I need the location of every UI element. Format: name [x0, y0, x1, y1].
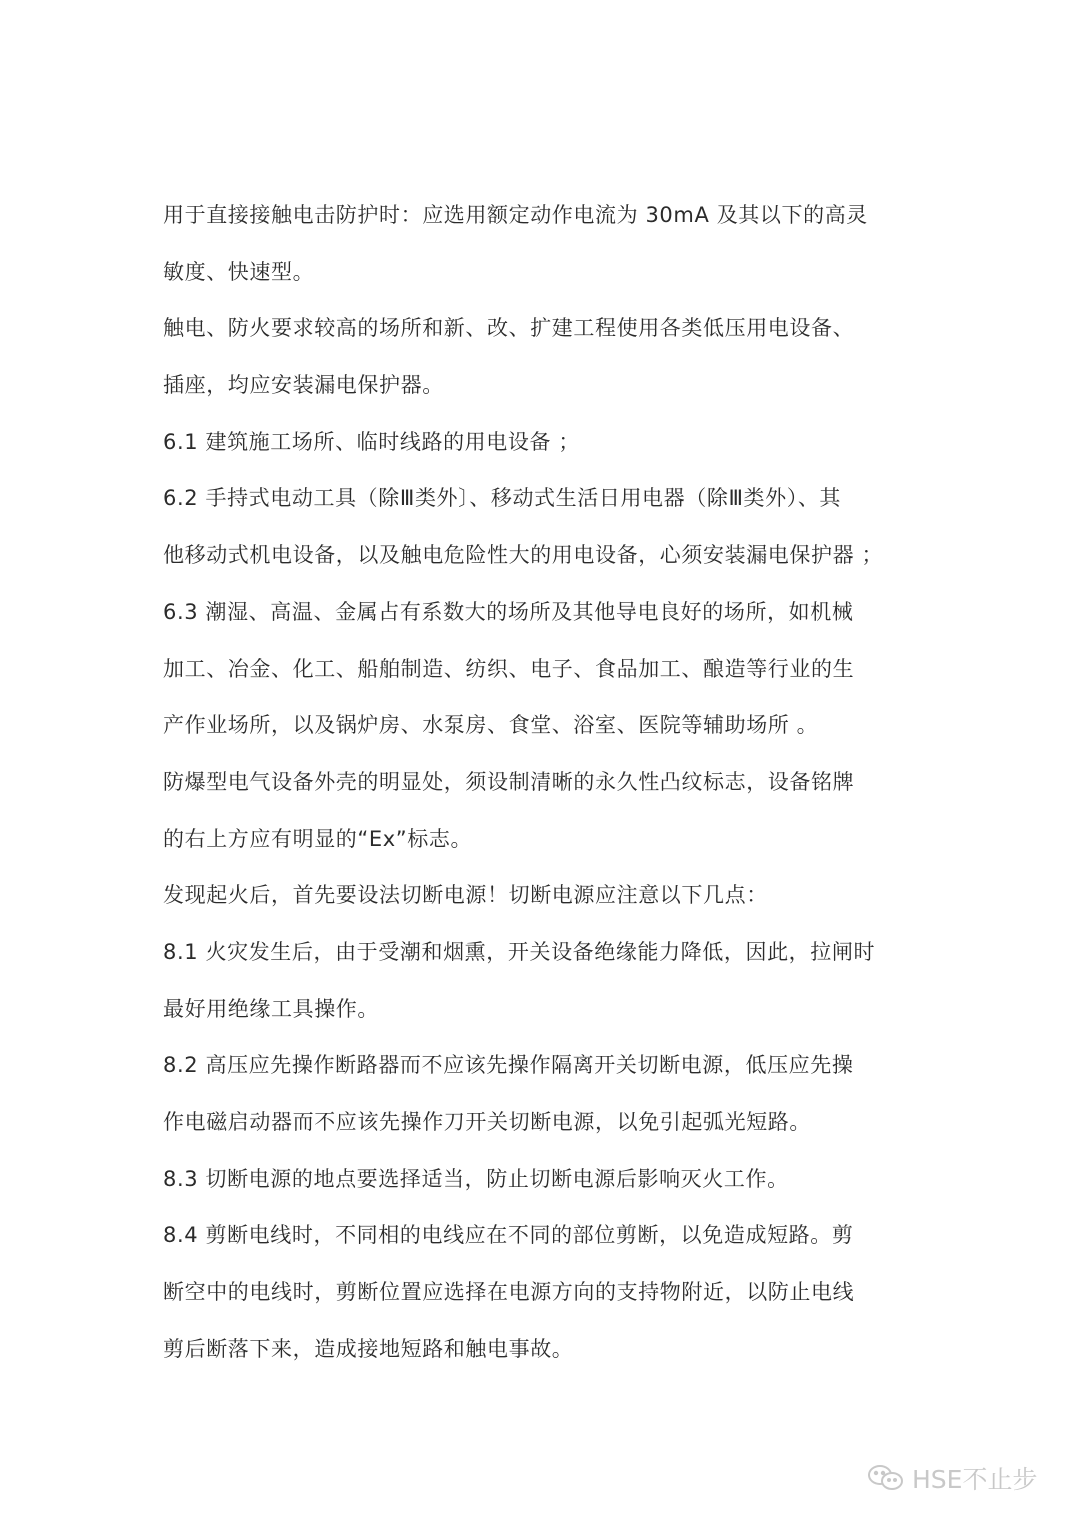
text-line: 8.2 高压应先操作断路器而不应该先操作隔离开关切断电源，低压应先操 — [163, 1053, 854, 1078]
text-line: 断空中的电线时，剪断位置应选择在电源方向的支持物附近，以防止电线 — [163, 1280, 855, 1305]
text-line: 敏度、快速型。 — [163, 259, 315, 284]
text-line: 防爆型电气设备外壳的明显处，须设制清晰的永久性凸纹标志，设备铭牌 — [163, 769, 855, 794]
watermark — [866, 1460, 1037, 1496]
text-line: 产作业场所，以及锅炉房、水泵房、食堂、浴室、医院等辅助场所 。 — [163, 713, 819, 738]
wechat-icon — [866, 1463, 906, 1493]
text-line: 6.2 手持式电动工具（除Ⅲ类外〕、移动式生活日用电器（除Ⅲ类外）、其 — [163, 486, 842, 511]
watermark-text: HSE不止步 — [912, 1465, 1038, 1494]
text-line: 用于直接接触电击防护时：应选用额定动作电流为 30mA 及其以下的高灵 — [163, 203, 868, 227]
text-line: 6.1 建筑施工场所、临时线路的用电设备 ； — [163, 429, 580, 454]
text-line: 插座，均应安装漏电保护器。 — [163, 373, 444, 398]
text-line: 8.4 剪断电线时，不同相的电线应在不同的部位剪断，以免造成短路。剪 — [163, 1223, 854, 1248]
text-line: 最好用绝缘工具操作。 — [163, 996, 379, 1021]
text-line: 加工、冶金、化工、船舶制造、纺织、电子、食品加工、酿造等行业的生 — [163, 656, 855, 681]
text-line: 8.1 火灾发生后，由于受潮和烟熏，开关设备绝缘能力降低，因此，拉闸时 — [163, 939, 876, 964]
document-body — [163, 198, 923, 1388]
text-line: 6.3 潮湿、高温、金属占有系数大的场所及其他导电良好的场所，如机械 — [163, 599, 854, 624]
text-line: 的右上方应有明显的“Ex”标志。 — [163, 826, 473, 851]
text-line: 作电磁启动器而不应该先操作刀开关切断电源，以免引起弧光短路。 — [163, 1110, 811, 1134]
text-line: 他移动式机电设备，以及触电危险性大的用电设备，心须安装漏电保护器 ； — [163, 543, 884, 568]
text-line: 剪后断落下来，造成接地短路和触电事故。 — [163, 1336, 574, 1361]
text-line: 触电、防火要求较高的场所和新、改、扩建工程使用各类低压用电设备、 — [163, 316, 855, 341]
text-line: 发现起火后，首先要设法切断电源！切断电源应注意以下几点： — [163, 883, 768, 908]
text-line: 8.3 切断电源的地点要选择适当，防止切断电源后影响灭火工作。 — [163, 1166, 789, 1191]
